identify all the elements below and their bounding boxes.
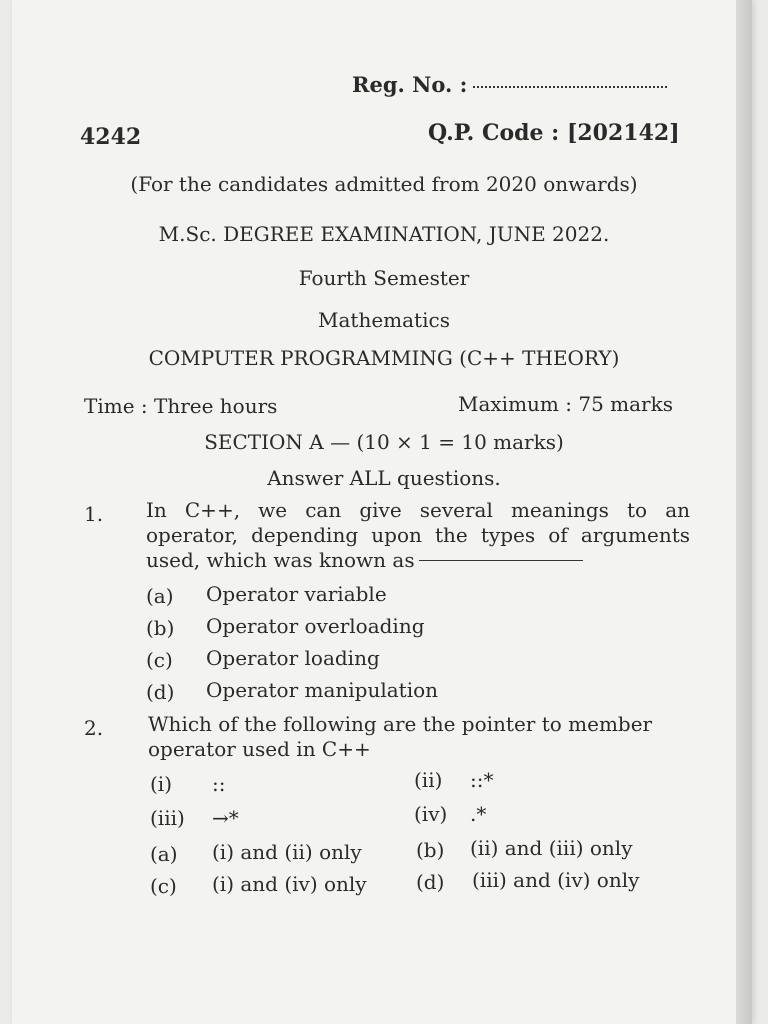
q2-item-iii-text: →* [212, 806, 239, 830]
q2-item-i-label: (i) [150, 772, 173, 796]
q2-item-iii-label: (iii) [150, 806, 185, 830]
paper-title: COMPUTER PROGRAMMING (C++ THEORY) [148, 346, 620, 370]
semester: Fourth Semester [298, 266, 470, 290]
q2-item-ii-text: ::* [470, 768, 494, 792]
q2-item-i-text: :: [212, 772, 226, 796]
q1-option-d-label: (d) [146, 680, 175, 704]
q1-option-a-label: (a) [146, 584, 174, 608]
exam-title: M.Sc. DEGREE EXAMINATION, JUNE 2022. [158, 222, 610, 246]
question-2-text: Which of the following are the pointer to member operator used in C++ [148, 712, 653, 761]
question-1-text: In C++, we can give several meanings to an operator, depending upon the types of arguments used, which was known as [146, 498, 690, 572]
section-heading: SECTION A — (10 × 1 = 10 marks) [204, 430, 564, 454]
reg-no-blank [473, 86, 667, 88]
q1-option-b-text: Operator overloading [206, 614, 425, 638]
reg-no-line [352, 72, 667, 97]
q2-item-iv-text: .* [470, 802, 487, 826]
question-1-number: 1. [84, 502, 104, 526]
q2-option-b-label: (b) [416, 838, 445, 862]
q2-option-c-label: (c) [150, 874, 177, 898]
paper-number: 4242 [80, 124, 142, 150]
q1-option-c-label: (c) [146, 648, 173, 672]
answer-blank [419, 560, 583, 561]
q1-option-a-text: Operator variable [206, 582, 387, 606]
q2-option-d-text: (iii) and (iv) only [472, 868, 640, 892]
q2-item-iv-label: (iv) [414, 802, 448, 826]
q2-option-d-label: (d) [416, 870, 445, 894]
q1-option-d-text: Operator manipulation [206, 678, 439, 702]
subject: Mathematics [318, 308, 450, 332]
q2-item-ii-label: (ii) [414, 768, 443, 792]
q1-option-c-text: Operator loading [206, 646, 380, 670]
page-edge-shadow [736, 0, 752, 1024]
question-1-text-block [146, 498, 690, 573]
q2-option-b-text: (ii) and (iii) only [470, 836, 633, 860]
reg-no-label: Reg. No. : [352, 72, 468, 97]
q2-option-c-text: (i) and (iv) only [212, 872, 367, 896]
time-allowed: Time : Three hours [84, 394, 278, 418]
q2-option-a-label: (a) [150, 842, 178, 866]
question-2-number: 2. [84, 716, 104, 740]
q1-option-b-label: (b) [146, 616, 175, 640]
maximum-marks: Maximum : 75 marks [458, 392, 673, 416]
q2-option-a-text: (i) and (ii) only [212, 840, 362, 864]
section-instruction: Answer ALL questions. [267, 466, 501, 490]
candidates-note: (For the candidates admitted from 2020 onwards) [130, 172, 638, 196]
qp-code: Q.P. Code : [202142] [428, 120, 680, 146]
